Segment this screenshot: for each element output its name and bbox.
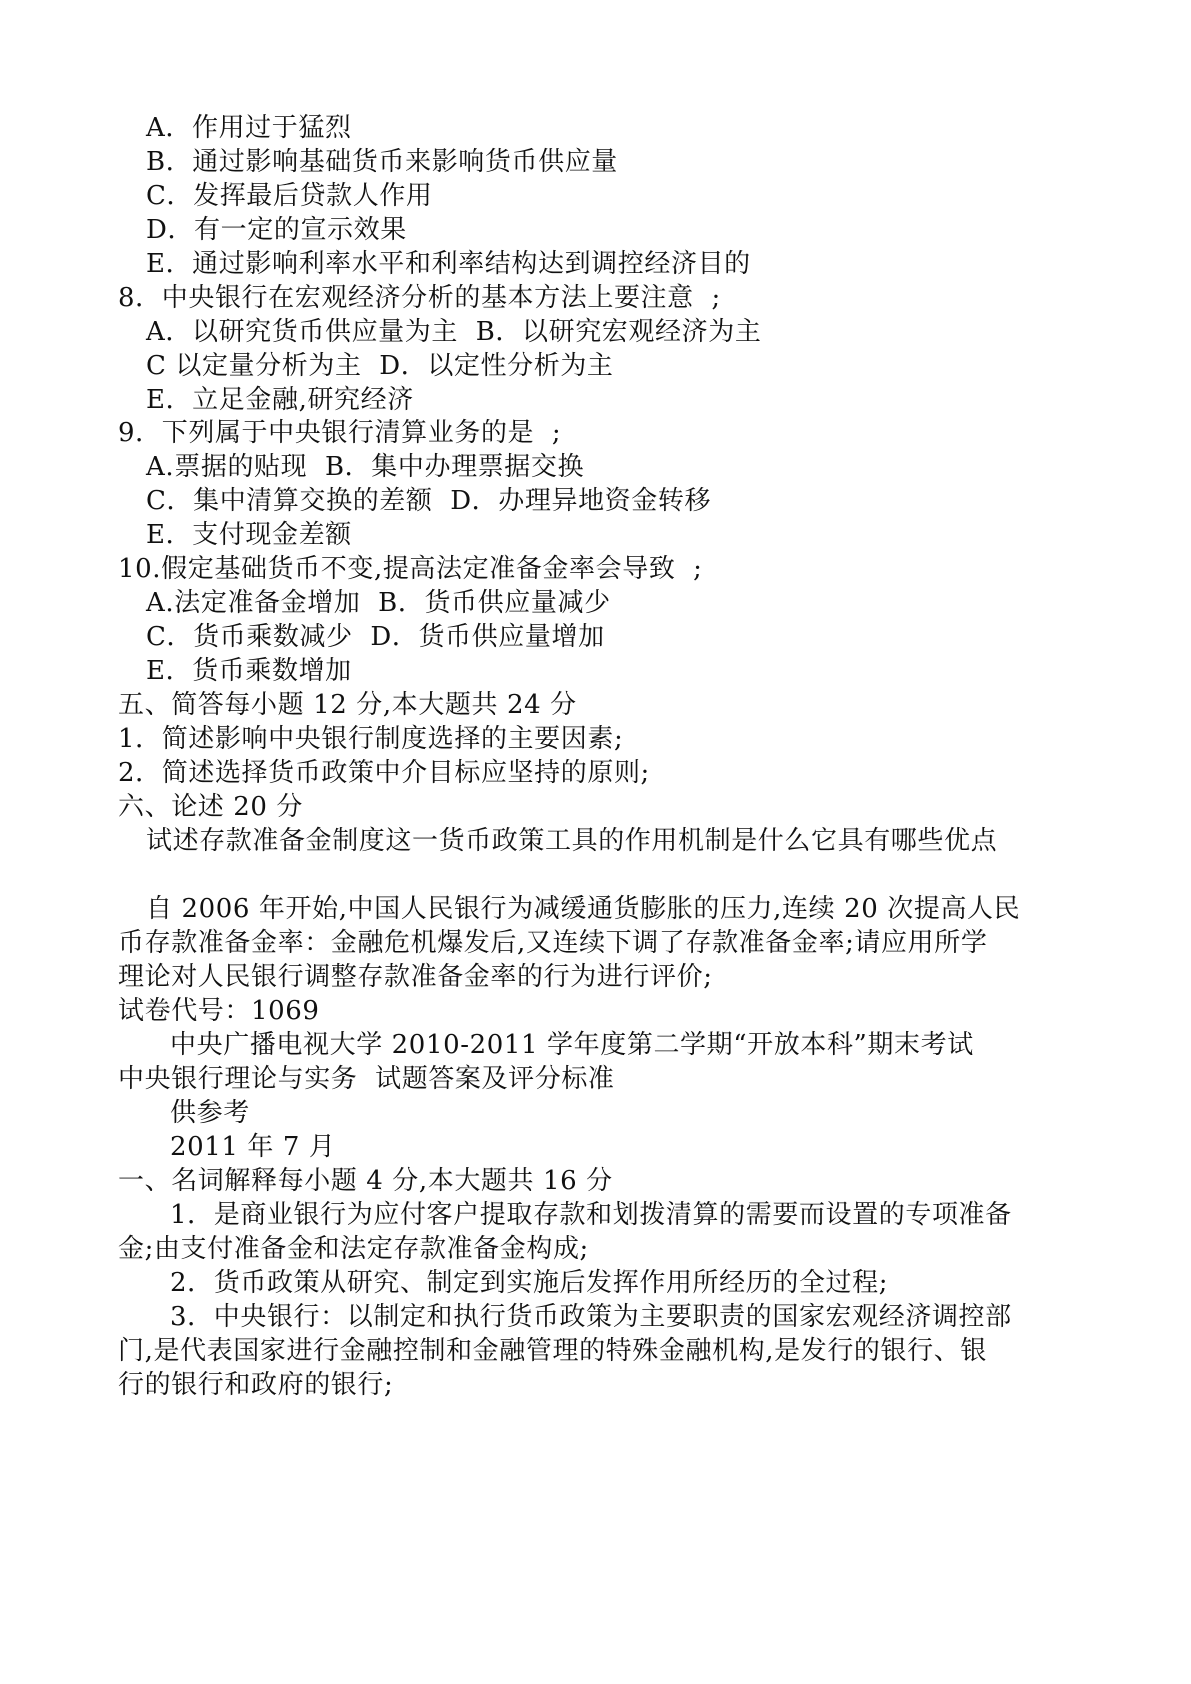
case-paragraph-line-2: 币存款准备金率：金融危机爆发后,又连续下调了存款准备金率;请应用所学 <box>118 928 988 958</box>
answer-3-line-3: 行的银行和政府的银行; <box>118 1370 394 1400</box>
q10-option-e: E．货币乘数增加 <box>146 656 352 686</box>
case-paragraph-line-1: 自 2006 年开始,中国人民银行为减缓通货膨胀的压力,连续 20 次提高人民 <box>146 894 1021 924</box>
question-9: 9．下列属于中央银行清算业务的是 ; <box>118 418 562 448</box>
section-1-heading: 一、名词解释每小题 4 分,本大题共 16 分 <box>118 1166 613 1196</box>
q10-options-cd: C．货币乘数减少 D．货币供应量增加 <box>146 622 605 652</box>
question-8: 8．中央银行在宏观经济分析的基本方法上要注意 ; <box>118 283 721 313</box>
exam-title: 中央广播电视大学 2010-2011 学年度第二学期“开放本科”期末考试 <box>170 1030 974 1060</box>
q7-option-b: B．通过影响基础货币来影响货币供应量 <box>146 147 618 177</box>
short-answer-2: 2．简述选择货币政策中介目标应坚持的原则; <box>118 758 650 788</box>
case-paragraph-line-3: 理论对人民银行调整存款准备金率的行为进行评价; <box>118 962 713 992</box>
q7-option-d: D．有一定的宣示效果 <box>146 215 407 245</box>
q7-option-e: E．通过影响利率水平和利率结构达到调控经济目的 <box>146 249 751 279</box>
answer-2: 2．货币政策从研究、制定到实施后发挥作用所经历的全过程; <box>170 1268 889 1298</box>
section-5-heading: 五、简答每小题 12 分,本大题共 24 分 <box>118 690 577 720</box>
answer-key-title: 中央银行理论与实务 试题答案及评分标准 <box>118 1064 615 1094</box>
answer-1-line-2: 金;由支付准备金和法定存款准备金构成; <box>118 1234 589 1264</box>
q7-option-c: C．发挥最后贷款人作用 <box>146 181 433 211</box>
answer-1-line-1: 1．是商业银行为应付客户提取存款和划拨清算的需要而设置的专项准备 <box>170 1200 1012 1230</box>
exam-code: 试卷代号：1069 <box>118 996 320 1026</box>
q8-options-cd: C 以定量分析为主 D．以定性分析为主 <box>146 351 614 381</box>
question-10: 10.假定基础货币不变,提高法定准备金率会导致 ; <box>118 554 703 584</box>
q9-options-cd: C．集中清算交换的差额 D．办理异地资金转移 <box>146 486 712 516</box>
q8-option-e: E．立足金融,研究经济 <box>146 385 414 415</box>
answer-3-line-1: 3．中央银行：以制定和执行货币政策为主要职责的国家宏观经济调控部 <box>170 1302 1012 1332</box>
exam-date: 2011 年 7 月 <box>170 1132 336 1162</box>
q9-options-ab: A.票据的贴现 B．集中办理票据交换 <box>146 452 585 482</box>
essay-question: 试述存款准备金制度这一货币政策工具的作用机制是什么它具有哪些优点 <box>146 826 998 856</box>
q10-options-ab: A.法定准备金增加 B．货币供应量减少 <box>146 588 611 618</box>
q8-options-ab: A．以研究货币供应量为主 B．以研究宏观经济为主 <box>146 317 762 347</box>
q9-option-e: E．支付现金差额 <box>146 520 352 550</box>
section-6-heading: 六、论述 20 分 <box>118 792 304 822</box>
reference-note: 供参考 <box>170 1098 250 1128</box>
answer-3-line-2: 门,是代表国家进行金融控制和金融管理的特殊金融机构,是发行的银行、银 <box>118 1336 987 1366</box>
q7-option-a: A．作用过于猛烈 <box>146 113 352 143</box>
short-answer-1: 1．简述影响中央银行制度选择的主要因素; <box>118 724 624 754</box>
